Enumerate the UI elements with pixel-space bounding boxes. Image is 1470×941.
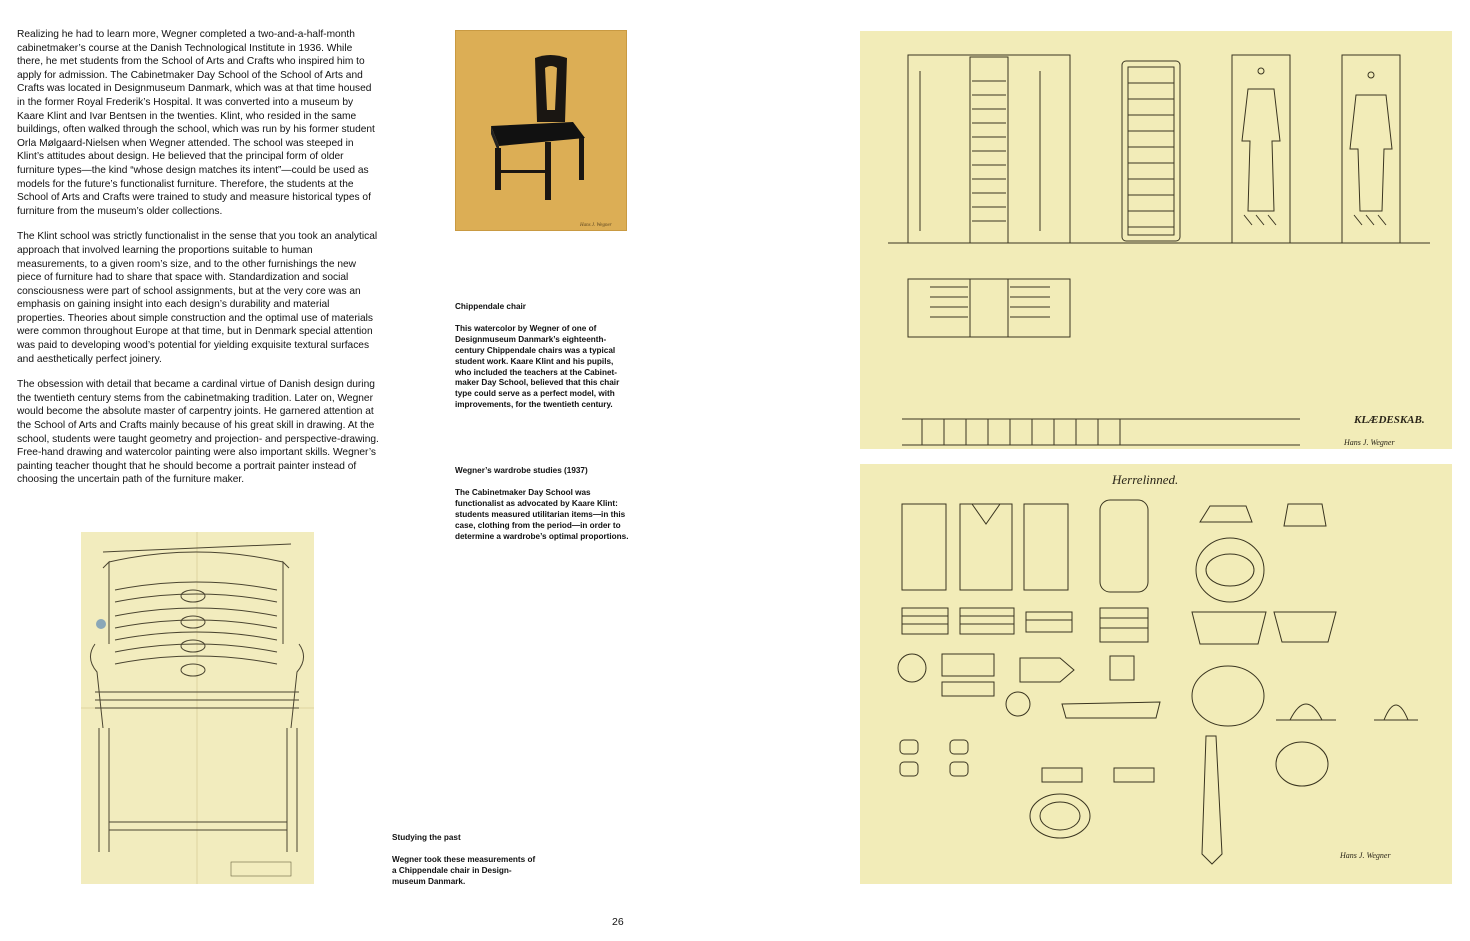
caption-chippendale (455, 302, 630, 411)
caption-past-title: Studying the past (392, 833, 461, 842)
page-number: 26 (612, 916, 624, 928)
caption-past-body: Wegner took these measurements of a Chippendale chair in Design-museum Danmark. (392, 854, 536, 886)
linen-signature: Hans J. Wegner (1340, 851, 1391, 860)
caption-chippendale-body: This watercolor by Wegner of one of Designmuseum Danmark’s eighteenth-century Chippendale chairs was a typical student work. Kaare Klint and his pupils, who included the teachers at the Cabinet-maker Day School, believed that this chair type could serve as a perfect model, with improvements, for the twentieth century. (455, 323, 620, 410)
caption-wardrobe (455, 466, 635, 542)
caption-wardrobe-title: Wegner’s wardrobe studies (1937) (455, 466, 588, 475)
body-paragraph-1: Realizing he had to learn more, Wegner completed a two-and-a-half-month cabinetmaker’s course at the Danish Technological Institute in 1936. While there, he met students from the School of Arts and Crafts who inspired him to apply for admission. The Cabinetmaker Day School of the School of Arts and Crafts was located in Designmuseum Danmark, which was at that time housed in the former Royal Frederik’s Hospital. It was converted into a museum by Kaare Klint and Ivar Bentsen in the twenties. Klint, who resided in the same buildings, often walked through the school, which was run by his former student Orla Mølgaard-Nielsen when Wegner attended. The school was steeped in Klint’s attitudes about design. He believed that the principal form of older furniture types—the kind “whose design matches its intent”—could be used as models for the future’s functionalist furniture. Therefore, the students at the School of Arts and Crafts were trained to study and measure historical types of furniture from the museum’s older collections. (17, 29, 375, 217)
chair-measurement-drawing (81, 532, 314, 884)
body-paragraph-3: The obsession with detail that became a cardinal virtue of Danish design during the twentieth century stems from the cabinetmaking tradition. Later on, Wegner would become the absolute master of carpentry joints. He garnered attention at the School of Arts and Crafts mainly because of his great skill in drawing. At the school, students were taught geometry and projection- and perspective-drawing. Free-hand drawing and watercolor painting were also important skills. Wegner’s painting teacher thought that he should become a portrait painter instead of choosing the uncertain path of the furniture maker. (17, 379, 379, 486)
caption-wardrobe-body: The Cabinetmaker Day School was functionalist as advocated by Kaare Klint: students measured utilitarian items—in this case, clothing from the period—in order to determine a wardrobe’s optimal proportions. (455, 487, 629, 541)
body-text (17, 28, 379, 499)
wardrobe-title: KLÆDESKAB. (1354, 414, 1425, 426)
caption-studying-past (392, 833, 537, 888)
chippendale-watercolor-image (455, 30, 627, 231)
chair-signature: Hans J. Wegner (580, 223, 612, 228)
wardrobe-signature: Hans J. Wegner (1344, 438, 1395, 447)
caption-chippendale-title: Chippendale chair (455, 302, 526, 311)
herrelinned-drawing (860, 464, 1452, 884)
body-paragraph-2: The Klint school was strictly functionalist in the sense that you took an analytical approach that involved learning the proportions suitable to human measurements, to a given room’s size, and to the other furnishings the new piece of furniture had to share that space with. Standardization and social consciousness were part of school assignments, but at the very core was an emphasis on gaining insight into each design’s durability and material properties. Theories about simple construction and the optimal use of materials were common throughout Europe at that time, but in Denmark special attention was paid to developing wood’s potential for yielding exquisite textural surfaces and aesthetically perfect joinery. (17, 231, 378, 365)
linen-title: Herrelinned. (1112, 472, 1179, 487)
wardrobe-elevation-drawing (860, 31, 1452, 449)
